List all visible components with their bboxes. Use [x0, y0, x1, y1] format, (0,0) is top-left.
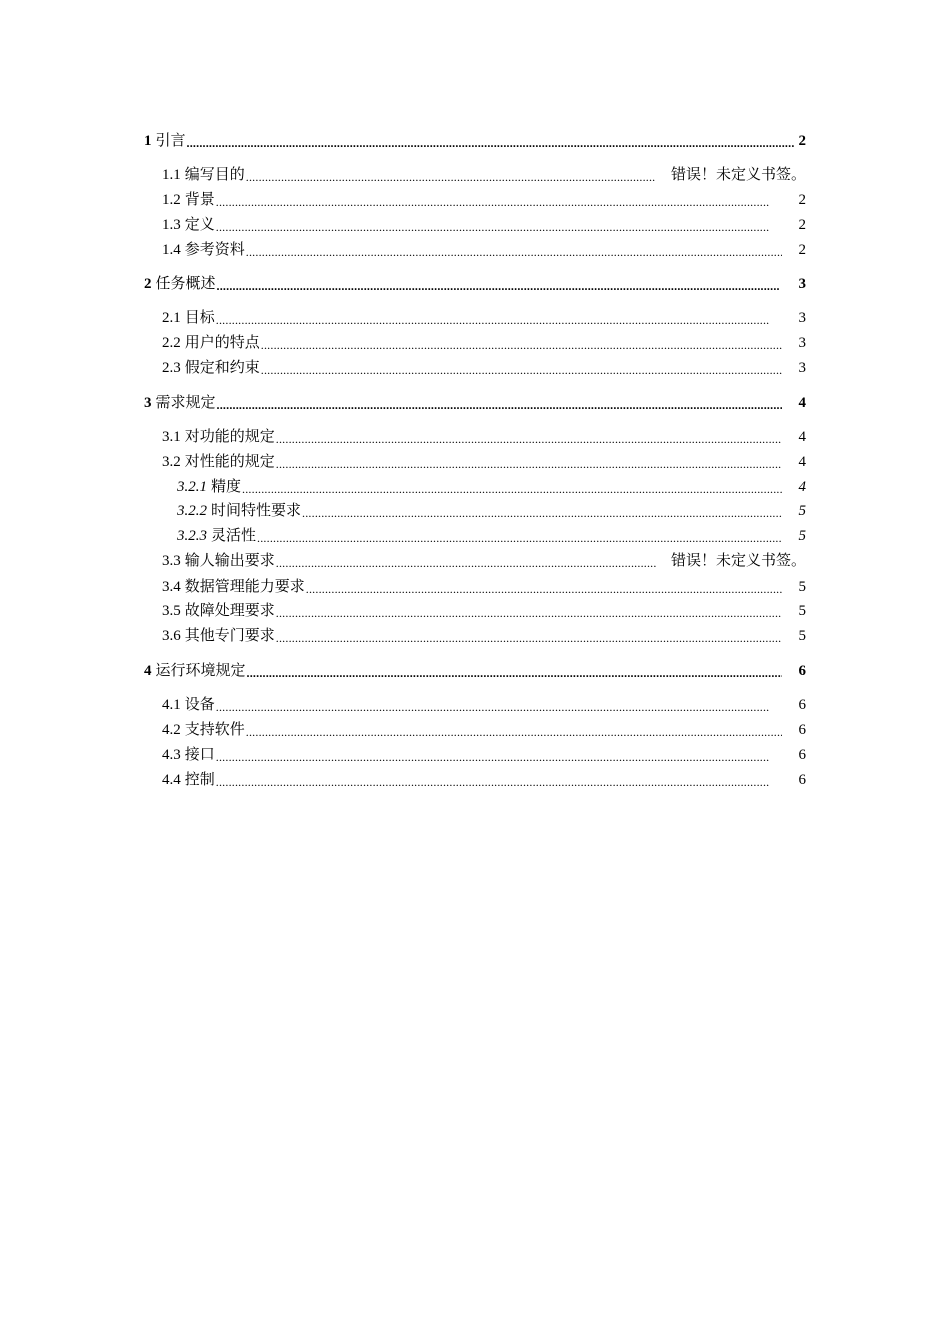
toc-number: 4.1: [162, 697, 181, 713]
toc-page: 4: [798, 479, 806, 495]
toc-title: 需求规定: [155, 395, 216, 411]
toc-number: 2: [144, 276, 152, 292]
toc-title: 假定和约束: [184, 360, 260, 376]
toc-entry[interactable]: [177, 474, 806, 496]
toc-leader: [217, 394, 782, 412]
toc-leader: [187, 132, 795, 150]
toc-title: 输人输出要求: [184, 553, 275, 569]
toc-number: 3.3: [162, 553, 181, 569]
toc-leader: [216, 191, 770, 209]
toc-page: 错误！未定义书签。: [670, 553, 806, 569]
toc-page: 4: [798, 454, 806, 470]
toc-page: 2: [798, 217, 806, 233]
toc-page: 3: [798, 360, 806, 376]
toc-number: 3.2.2: [177, 503, 207, 519]
toc-leader: [216, 771, 770, 789]
toc-page: 5: [798, 603, 806, 619]
toc-number: 2.1: [162, 310, 181, 326]
toc-number: 2.2: [162, 335, 181, 351]
toc-entry[interactable]: [162, 424, 806, 446]
toc-entry[interactable]: [162, 692, 806, 714]
toc-page: 5: [798, 503, 806, 519]
toc-title: 对性能的规定: [184, 454, 275, 470]
toc-number: 3.2.3: [177, 528, 207, 544]
toc-leader: [246, 166, 656, 184]
toc-number: 3.6: [162, 628, 181, 644]
toc-entry[interactable]: [144, 128, 806, 150]
toc-entry[interactable]: [144, 658, 806, 680]
toc-number: 1.3: [162, 217, 181, 233]
toc-number: 2.3: [162, 360, 181, 376]
toc-leader: [242, 478, 782, 496]
toc-title: 编写目的: [184, 167, 245, 183]
toc-entry[interactable]: [162, 162, 806, 184]
toc-entry[interactable]: [162, 212, 806, 234]
toc-leader: [306, 578, 782, 596]
toc-page: 6: [798, 722, 806, 738]
toc-leader: [216, 216, 770, 234]
toc-title: 设备: [184, 697, 215, 713]
toc-entry[interactable]: [162, 355, 806, 377]
toc-entry[interactable]: [162, 742, 806, 764]
toc-page: 6: [798, 772, 806, 788]
toc-entry[interactable]: [162, 623, 806, 645]
toc-page: 3: [798, 276, 806, 292]
toc-leader: [257, 527, 782, 545]
toc-page: 5: [798, 579, 806, 595]
toc-number: 4.4: [162, 772, 181, 788]
toc-title: 支持软件: [184, 722, 245, 738]
toc-entry[interactable]: [177, 498, 806, 520]
toc-number: 3.2: [162, 454, 181, 470]
toc-leader: [276, 627, 782, 645]
toc-number: 3.1: [162, 429, 181, 445]
toc-entry[interactable]: [162, 767, 806, 789]
toc-number: 1.1: [162, 167, 181, 183]
toc-leader: [216, 309, 770, 327]
toc-leader: [216, 696, 770, 714]
toc-leader: [247, 662, 782, 680]
toc-title: 接口: [184, 747, 215, 763]
toc-page: 错误！未定义书签。: [670, 167, 806, 183]
toc-number: 4.2: [162, 722, 181, 738]
toc-number: 3.4: [162, 579, 181, 595]
toc-title: 数据管理能力要求: [184, 579, 305, 595]
toc-number: 1.4: [162, 242, 181, 258]
toc-entry[interactable]: [162, 717, 806, 739]
toc-page: 2: [798, 133, 806, 149]
toc-title: 引言: [155, 133, 186, 149]
toc-page: 6: [798, 747, 806, 763]
toc-entry[interactable]: [144, 390, 806, 412]
toc-leader: [276, 428, 782, 446]
toc-title: 故障处理要求: [184, 603, 275, 619]
toc-title: 灵活性: [211, 528, 257, 544]
toc-title: 对功能的规定: [184, 429, 275, 445]
toc-title: 目标: [184, 310, 215, 326]
toc-number: 4: [144, 663, 152, 679]
toc-page: 4: [798, 429, 806, 445]
toc-title: 控制: [184, 772, 215, 788]
toc-entry[interactable]: [162, 187, 806, 209]
toc-number: 1.2: [162, 192, 181, 208]
toc-entry[interactable]: [162, 574, 806, 596]
toc-title: 时间特性要求: [211, 503, 302, 519]
toc-leader: [276, 602, 782, 620]
toc-number: 3.5: [162, 603, 181, 619]
toc-number: 4.3: [162, 747, 181, 763]
toc-entry[interactable]: [162, 305, 806, 327]
toc-entry[interactable]: [162, 598, 806, 620]
toc-page: 6: [798, 697, 806, 713]
toc-page: 2: [798, 192, 806, 208]
toc-page: 4: [798, 395, 806, 411]
toc-page: 6: [798, 663, 806, 679]
toc-page: 5: [798, 628, 806, 644]
toc-leader: [261, 359, 782, 377]
toc-leader: [246, 721, 782, 739]
toc-title: 运行环境规定: [155, 663, 246, 679]
toc-title: 精度: [211, 479, 242, 495]
toc-title: 用户的特点: [184, 335, 260, 351]
toc-leader: [302, 502, 782, 520]
toc-entry[interactable]: [162, 449, 806, 471]
toc-entry[interactable]: [177, 523, 806, 545]
toc-number: 3.2.1: [177, 479, 207, 495]
toc-entry[interactable]: [162, 330, 806, 352]
toc-title: 其他专门要求: [184, 628, 275, 644]
toc-leader: [246, 241, 782, 259]
toc-number: 3: [144, 395, 152, 411]
toc-number: 1: [144, 133, 152, 149]
toc-leader: [276, 453, 782, 471]
toc-leader: [216, 746, 770, 764]
toc-page: 5: [798, 528, 806, 544]
toc-entry[interactable]: [144, 271, 806, 293]
toc-entry[interactable]: [162, 548, 806, 570]
toc-title: 任务概述: [155, 276, 216, 292]
toc-title: 参考资料: [184, 242, 245, 258]
toc-leader: [217, 275, 780, 293]
toc-page: 3: [798, 335, 806, 351]
toc-title: 背景: [184, 192, 215, 208]
toc-page: 3: [798, 310, 806, 326]
toc-page: 2: [798, 242, 806, 258]
toc-leader: [276, 552, 656, 570]
toc-leader: [261, 334, 782, 352]
toc-title: 定义: [184, 217, 215, 233]
toc-entry[interactable]: [162, 237, 806, 259]
